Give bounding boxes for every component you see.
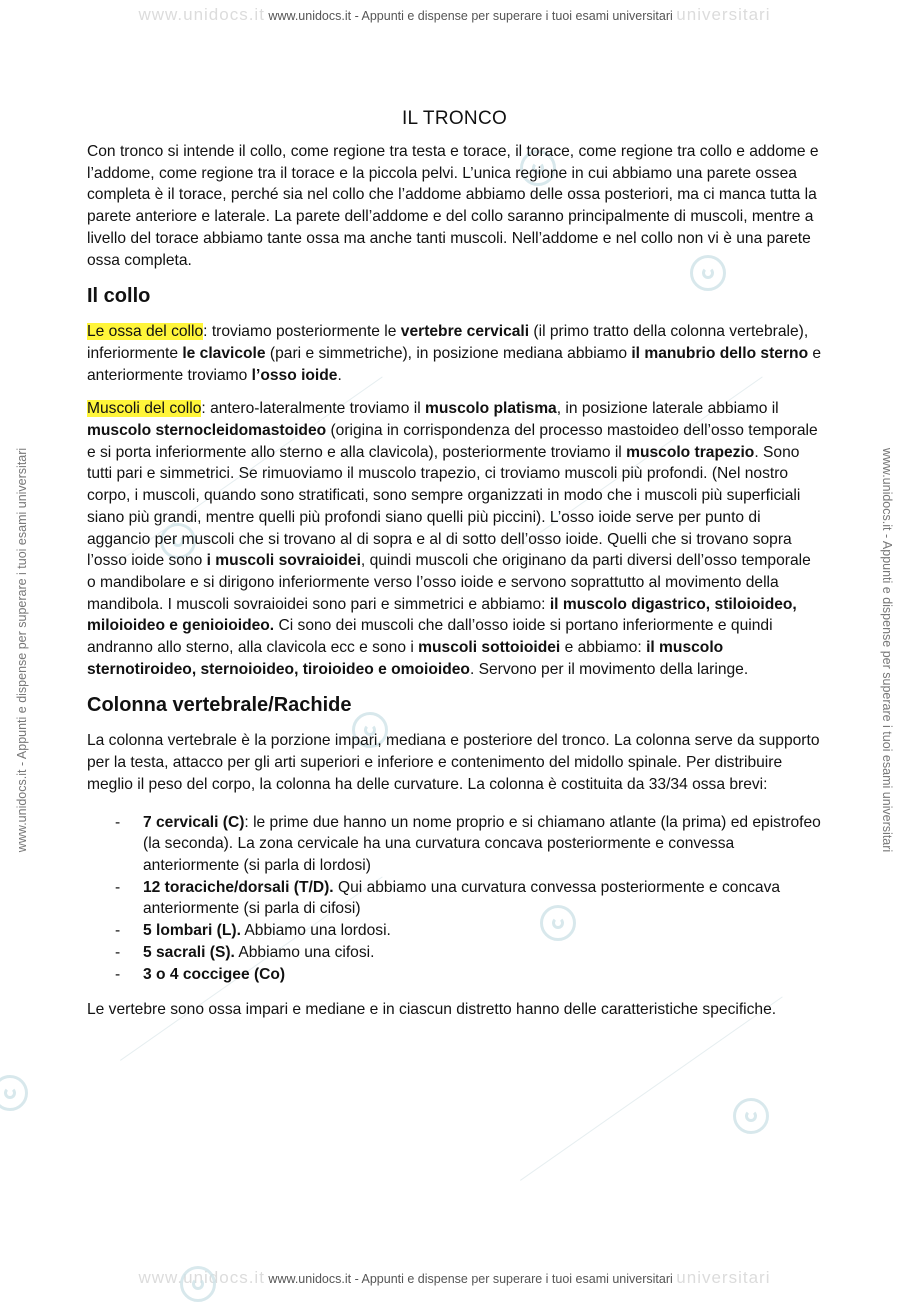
list-item-text: Abbiamo una cifosi. bbox=[234, 943, 375, 961]
section-heading-colonna: Colonna vertebrale/Rachide bbox=[87, 694, 352, 717]
list-item-text: : le prime due hanno un nome proprio e si chiamano atlante (la prima) ed epistrofeo (la seconda). La zona cervicale ha una curvatura concava posteriormente e convessa anteriormente (si parla di lordosi) bbox=[143, 813, 821, 874]
list-item-bold: 3 o 4 coccigee (Co) bbox=[143, 965, 286, 983]
document-page bbox=[87, 108, 822, 1033]
list-item-bold: 7 cervicali (C) bbox=[143, 813, 245, 831]
document-title: IL TRONCO bbox=[401, 108, 508, 129]
watermark-banner-text: www.unidocs.it - Appunti e dispense per superare i tuoi esami universitari bbox=[268, 9, 673, 23]
paragraph-muscoli-collo bbox=[87, 398, 822, 680]
text-run: , in posizione laterale abbiamo il bbox=[556, 400, 779, 418]
bold-term: il manubrio dello sterno bbox=[631, 344, 809, 362]
list-item-bold: 5 sacrali (S). bbox=[143, 943, 235, 961]
intro-paragraph: Con tronco si intende il collo, come regione tra testa e torace, il torace, come regione tra collo e addome e l’addome, come regione tra il torace e la piccola pelvi. L’unica regione in cui abbiamo una parete ossea completa è il torace, perché sia nel collo che l’addome abbiamo delle ossa posteriori, ma ci manca tutta la parete anteriore e laterale. La parete dell’addome e del collo saranno principalmente di muscoli, mentre a livello del torace abbiamo tante ossa ma anche tanti muscoli. Nell’addome e nel collo non vi è una parete ossa completa. bbox=[87, 143, 819, 269]
bold-term: il muscolo digastrico, stiloioideo, miloioideo e genioioideo. bbox=[87, 595, 797, 635]
watermark-ghost-right: universitari bbox=[676, 5, 771, 24]
bold-term: il muscolo sternotiroideo, sternoioideo, tiroioideo e omoioideo bbox=[87, 639, 724, 678]
bold-term: muscolo trapezio bbox=[626, 443, 755, 461]
watermark-ghost-right: universitari bbox=[676, 1268, 771, 1287]
bold-term: i muscoli sovraioidei bbox=[206, 552, 361, 570]
watermark-logo-icon bbox=[733, 1098, 769, 1134]
paragraph-colonna: La colonna vertebrale è la porzione impari, mediana e posteriore del tronco. La colonna serve da supporto per la testa, attacco per gli arti superiori e inferiore e contenimento del midollo spinale. Per distribuire meglio il peso del corpo, la colonna ha delle curvature. La colonna è costituita da 33/34 ossa brevi: bbox=[87, 732, 820, 793]
watermark-side-right: www.unidocs.it - Appunti e dispense per superare i tuoi esami universitari bbox=[880, 447, 894, 853]
list-item bbox=[87, 812, 822, 877]
bold-term: muscoli sottoioidei bbox=[418, 639, 561, 657]
text-run: : antero-lateralmente troviamo il bbox=[201, 400, 426, 418]
section-heading-collo: Il collo bbox=[87, 285, 151, 308]
bold-term: l’osso ioide bbox=[251, 366, 338, 384]
list-item bbox=[87, 920, 822, 942]
text-run: (il primo tratto della colonna vertebrale), inferiormente bbox=[87, 323, 809, 362]
bold-term: vertebre cervicali bbox=[400, 323, 530, 341]
bold-term: le clavicole bbox=[182, 344, 266, 362]
text-run: e anteriormente troviamo bbox=[87, 344, 822, 384]
watermark-ghost-left: www.unidocs.it bbox=[138, 5, 265, 24]
watermark-ghost-left: www.unidocs.it bbox=[138, 1268, 265, 1287]
list-item bbox=[87, 942, 822, 964]
list-item-text: Qui abbiamo una curvatura convessa posteriormente e concava anteriormente (si parla di cifosi) bbox=[143, 878, 781, 918]
bold-term: muscolo sternocleidomastoideo bbox=[87, 422, 327, 440]
list-item bbox=[87, 964, 822, 986]
list-item-text: Abbiamo una lordosi. bbox=[240, 922, 391, 940]
watermark-side-left: www.unidocs.it - Appunti e dispense per superare i tuoi esami universitari bbox=[15, 447, 29, 853]
text-run: (origina in corrispondenza del processo mastoideo dell’osso temporale e si porta inferiormente allo sterno e alla clavicola), posteriormente troviamo il bbox=[87, 422, 818, 461]
text-run: . Sono tutti pari e simmetrici. Se rimuoviamo il muscolo trapezio, ci troviamo muscoli più profondi. (Nel nostro corpo, i muscoli, quando sono stratificati, sono sempre organizzati in modo che i muscoli più superficiali siano più grandi, mentre quelli più profondi siano quelli più piccini). L’osso ioide serve per punto di aggancio per muscoli che si trovano al di sopra e al di sotto dell’osso ioide. Quelli che si trovano sopra l’osso ioide sono bbox=[87, 443, 801, 570]
list-item-bold: 5 lombari (L). bbox=[143, 922, 241, 940]
text-run: Ci sono dei muscoli che dall’osso ioide si portano inferiormente e quindi andranno allo sterno, alla clavicola ecc e sono i bbox=[87, 617, 773, 657]
text-run: e abbiamo: bbox=[560, 639, 647, 657]
text-run: (pari e simmetriche), in posizione mediana abbiamo bbox=[265, 344, 632, 362]
list-item-bold: 12 toraciche/dorsali (T/D). bbox=[143, 878, 334, 896]
watermark-banner-bottom bbox=[0, 1268, 909, 1288]
bold-term: muscolo platisma bbox=[425, 400, 557, 418]
text-run: . bbox=[337, 366, 342, 384]
paragraph-vertebre: Le vertebre sono ossa impari e mediane e in ciascun distretto hanno delle caratteristiche specifiche. bbox=[87, 1001, 777, 1019]
watermark-logo-icon bbox=[180, 1266, 216, 1302]
text-run: . Servono per il movimento della laringe. bbox=[469, 660, 749, 678]
list-item bbox=[87, 877, 822, 920]
text-run: , quindi muscoli che originano da parti diversi dell’osso temporale o mandibolare e si dirigono inferiormente verso l’osso ioide e servono soprattutto al movimento della mandibola. I muscoli sovraioidei sono pari e simmetrici e abbiamo: bbox=[87, 552, 811, 613]
watermark-banner-top bbox=[0, 5, 909, 25]
text-run: : troviamo posteriormente le bbox=[203, 323, 401, 341]
highlight-muscoli-collo: Muscoli del collo bbox=[87, 400, 202, 418]
vertebrae-list bbox=[87, 812, 822, 986]
watermark-banner-text: www.unidocs.it - Appunti e dispense per superare i tuoi esami universitari bbox=[268, 1272, 673, 1286]
highlight-ossa-collo: Le ossa del collo bbox=[87, 323, 204, 341]
paragraph-ossa-collo bbox=[87, 321, 822, 386]
